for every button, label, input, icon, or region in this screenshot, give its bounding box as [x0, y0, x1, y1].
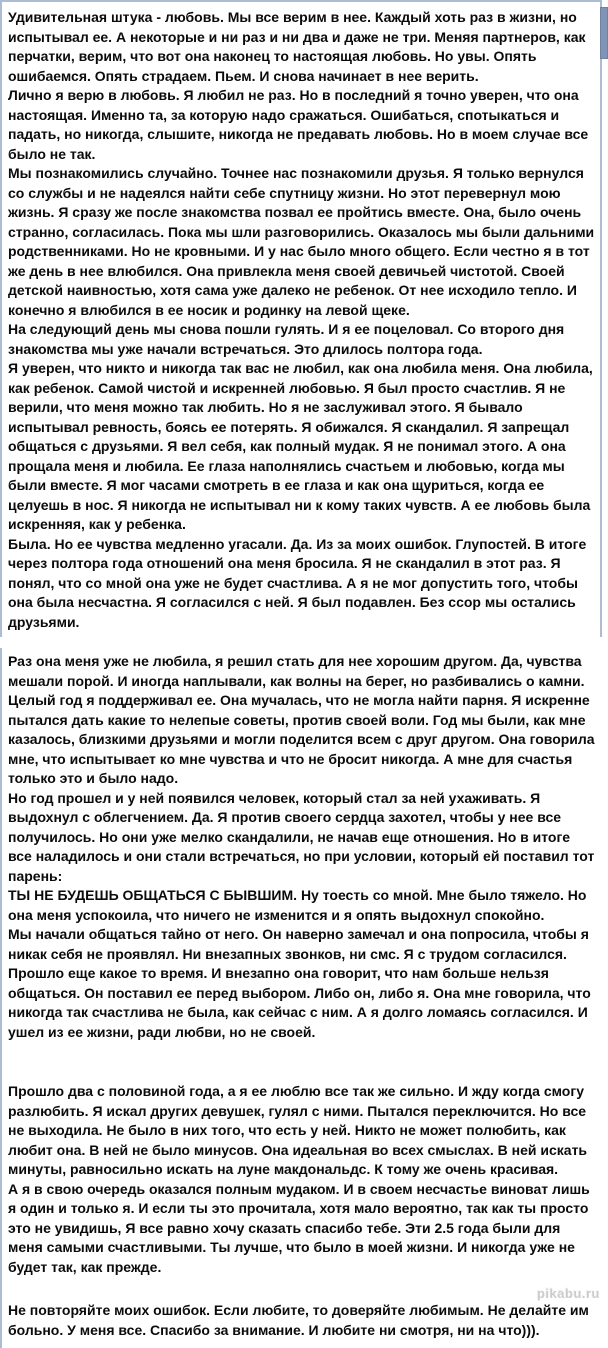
pikabu-watermark: pikabu.ru [536, 1285, 600, 1301]
paragraph: Но год прошел и у ней появился человек, который стал за ней ухаживать. Я выдохнул с облегчением. Да. Я против своего сердца захотел, чтобы у нее все получилось. Но они уже мелко скандалили, не начав еще отношения. Но в итоге все наладилось и они стали встречаться, но при условии, который ей поставил тот парень: [8, 789, 595, 884]
paragraph: На следующий день мы снова пошли гулять. И я ее поцеловал. Со второго дня знакомства мы уже начали встречаться. Это длилось полтора года. [8, 321, 565, 357]
paragraph: Удивительная штука - любовь. Мы все верим в нее. Каждый хоть раз в жизни, но испытывал ее. А некоторые и ни раз и ни два и даже не три. Меняя партнеров, как перчатки, верим, что вот она наконец то настоящая любовь. Но увы. Опять ошибаемся. Опять страдаем. Пьем. И снова начинает в нее верить. [8, 9, 586, 84]
paragraph: Я уверен, что никто и никогда так вас не любил, как она любила меня. Она любила, как ребенок. Самой чистой и искренней любовью. Я был просто счастлив. Я не верили, что меня можно так любить. Но я не заслуживал этого. Я бывало испытывал ревность, боясь ее потерять. Я обижался. Я скандалил. Я запрещал общаться с друзьями. Я вел себя, как полный мудак. Я не понимал этого. А она прощала меня и любила. Ее глаза наполнялись счастьем и любовью, когда мы были вместе. Я мог часами смотреть в ее глаза и как она щуриться, когда ее целуешь в нос. Я никогда не испытывал ни к кому таких чувств. А ее любовь была искренняя, как у ребенка. [8, 360, 593, 532]
story-text-block-1 [0, 0, 602, 637]
story-text-block-2 [0, 648, 600, 1348]
paragraph: Была. Но ее чувства медленно угасали. Да. Из за моих ошибок. Глупостей. В итоге через полтора года отношений она меня бросила. Я не скандалил в этот раз. Я понял, что со мной она уже не будет счастлива. А я не мог допустить того, чтобы она была несчастна. Я согласился с ней. Я был подавлен. Без ссор мы остались друзьями. [8, 535, 587, 630]
paragraph: Лично я верю в любовь. Я любил не раз. Но в последний я точно уверен, что она настоящая. Именно та, за которую надо сражаться. Ошибаться, спотыкаться и падать, но никогда, слышите, никогда не предавать любовь. Но в моем случае все было не так. [8, 87, 589, 162]
paragraph: Мы познакомились случайно. Точнее нас познакомили друзья. Я только вернулся со службы и не надеялся найти себе спутницу жизни. Но этот перевернул мою жизнь. Я сразу же после знакомства позвал ее пройтись вместе. Она, было очень странно, согласилась. Пока мы шли разговорились. Оказалось мы были дальними родственниками. Но не кровными. И у нас было много общего. Если честно я в тот же день в нее влюбился. Она привлекла меня своей девичьей чистотой. Своей детской наивностью, хотя сама уже далеко не ребенок. От нее исходило тепло. И конечно я влюбился в ее носик и родинку на левой щеке. [8, 165, 595, 318]
paragraph: Прошло два с половиной года, а я ее люблю все так же сильно. И жду когда смогу разлюбить. Я искал других девушек, гулял с ними. Пытался переключится. Но все не выходила. Не было в них того, что есть у ней. Никто не может полюбить, как любит она. В ней не было минусов. Она идеальная во всех смыслах. В ней искать минуты, равносильно искать на луне макдональдс. К тому же очень красивая. [8, 1083, 588, 1177]
scrollbar-thumb[interactable] [600, 7, 608, 59]
paragraph caps-note: ТЫ НЕ БУДЕШЬ ОБЩАТЬСЯ С БЫВШИМ. Ну тоесть со мной. Мне было тяжело. Но она меня успокоила, что ничего не изменится и я опять выдохнул спокойно. [8, 887, 587, 923]
paragraph: А я в свою очередь оказался полным мудаком. И в своем несчастье виноват лишь я один и только я. И если ты это прочитала, хотя мало вероятно, так как ты просто это не увидишь, Я все равно хочу сказать спасибо тебе. Эти 2.5 года были для меня самыми счастливыми. Ты лучше, что было в моей жизни. И никогда уже не будет так, как прежде. [8, 1180, 590, 1275]
paragraph: Раз она меня уже не любила, я решил стать для нее хорошим другом. Да, чувства мешали порой. И иногда наплывали, как волны на берег, но разбивались о камни. Целый год я поддерживал ее. Она мучалась, что не могла найти парня. Я искренне пытался дать какие то нелепые советы, против своей воли. Год мы были, как мне казалось, близкими друзьями и могли поделится всем с друг другом. Она говорила мне, что испытывает ко мне чувства и что не бросит никогда. А мне для счастья только это и было надо. [8, 653, 595, 786]
paragraph: Мы начали общаться тайно от него. Он наверно замечал и она попросила, чтобы я никак себя не проявлял. Ни внезапных звонков, ни смс. Я с трудом согласился. Прошло еще какое то время. И внезапно она говорит, что нам больше нельзя общаться. Он поставил ее перед выбором. Либо он, либо я. Она мне говорила, что никогда так счастлива не была, как сейчас с ним. А я долго ломаясь согласился. И ушел из ее жизни, ради любви, но не своей. [8, 926, 591, 1040]
paragraph: Не повторяйте моих ошибок. Если любите, то доверяйте любимым. Не делайте им больно. У меня все. Спасибо за внимание. И любите ни смотря, ни на что))). [8, 1302, 589, 1338]
